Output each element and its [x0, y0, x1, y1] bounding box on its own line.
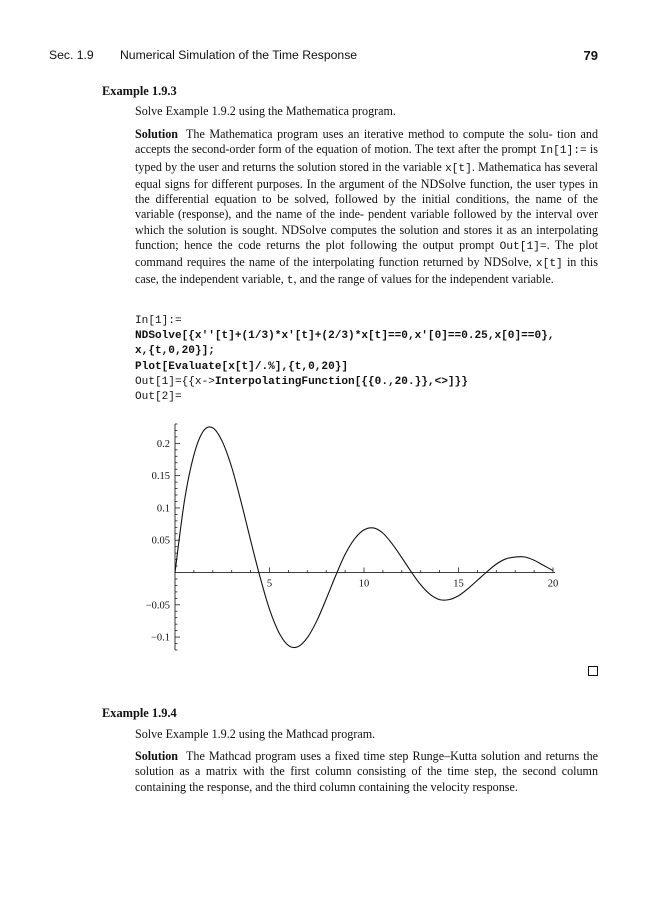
x-tick-label: 20 — [547, 578, 559, 590]
y-tick-label: 0.15 — [151, 471, 170, 483]
y-tick-label: 0.1 — [156, 503, 170, 515]
code-line: NDSolve[{x''[t]+(1/3)*x'[t]+(2/3)*x[t]==0,x'[0]==0.25,x[0]==0}, — [135, 330, 555, 343]
plot-ticks — [175, 424, 553, 650]
x-tick-label: 10 — [358, 578, 370, 590]
solution-text: pendent variable followed by the interval over which the solution is sought. NDSolve — [135, 207, 598, 237]
chapter-section-title: Numerical Simulation of the Time Response — [120, 48, 358, 62]
example-1-9-3-heading: Example 1.9.3 — [102, 84, 177, 98]
solution-text: prompt — [501, 142, 540, 157]
example-1-9-3-solution — [135, 127, 598, 290]
example-1-9-4-task: Solve Example 1.9.2 using the Mathcad program. — [135, 727, 376, 741]
x-tick-label: 5 — [266, 578, 273, 590]
solution-text: , and the range of values for the independent variable. — [293, 272, 554, 287]
code-line: Plot[Evaluate[x[t]/.%],{t,0,20}] — [135, 360, 349, 373]
solution-label: Solution — [135, 749, 179, 763]
x-tick-label: 15 — [453, 578, 464, 590]
solution-text: . Mathematica has several equal signs for different purposes. In the argument of — [135, 159, 598, 191]
inline-code: x[t] — [444, 162, 472, 175]
y-tick-label: −0.1 — [150, 632, 170, 644]
solution-text: variable, — [241, 272, 287, 287]
solution-text: The Mathematica program uses an iterative method to compute the solu- — [186, 127, 553, 141]
inline-code: Out[1]= — [499, 240, 547, 253]
response-plot — [140, 418, 560, 656]
solution-text: by the initial conditions, the name of the variable (response), and the name of the inde- — [135, 192, 598, 222]
solution-text: is typed by the user and returns the solution stored in the variable — [135, 142, 598, 174]
mathematica-code-block — [135, 314, 598, 405]
plot-curve — [175, 427, 553, 648]
solution-text: of the interpolating function returned by NDSolve, — [279, 255, 536, 269]
plot-axes — [175, 424, 555, 650]
plot-tick-labels — [146, 439, 559, 644]
solution-text: The Mathcad program uses a fixed time step Runge–Kutta solution and returns the solution as a matrix with the first column consisting of the time step, the second column containing the response, and the third column containing the velocity response. — [135, 749, 598, 794]
example-1-9-4-solution — [135, 749, 598, 795]
code-line: In[1]:= — [135, 315, 182, 327]
solution-text: the plot following the output prompt — [305, 237, 500, 252]
solution-label: Solution — [135, 127, 179, 141]
section-number: Sec. 1.9 — [49, 48, 94, 62]
response-curve — [175, 427, 553, 648]
solution-text: in this case, the independent — [135, 255, 598, 287]
y-tick-label: 0.2 — [156, 438, 170, 450]
code-line: Out[2]= — [135, 391, 182, 404]
running-header — [49, 48, 598, 66]
y-tick-label: −0.05 — [145, 600, 170, 612]
code-line: Out[1]={{x->InterpolatingFunction[{{0.,20.}},<>]}} — [135, 375, 468, 388]
end-of-example-box — [588, 666, 598, 676]
inline-code: x[t] — [535, 258, 563, 270]
y-tick-label: 0.05 — [151, 535, 170, 547]
example-1-9-3-task: Solve Example 1.9.2 using the Mathematica program. — [135, 104, 396, 118]
solution-text: computes the solution and stores it as an interpolating function; hence the code returns — [135, 222, 599, 252]
inline-code: t — [286, 275, 294, 288]
page-number: 79 — [583, 48, 598, 63]
solution-text: tion and accepts the second-order form of the equation of motion. The text after the — [135, 127, 598, 157]
code-line: x,{t,0,20}]; — [135, 345, 215, 358]
solution-text: the NDSolve function, the user types in the differential equation to be solved, followed — [135, 176, 598, 206]
inline-code: In[1]:= — [539, 145, 587, 158]
example-1-9-4-heading: Example 1.9.4 — [102, 706, 177, 720]
solution-text: . The plot command requires the name — [135, 237, 598, 269]
